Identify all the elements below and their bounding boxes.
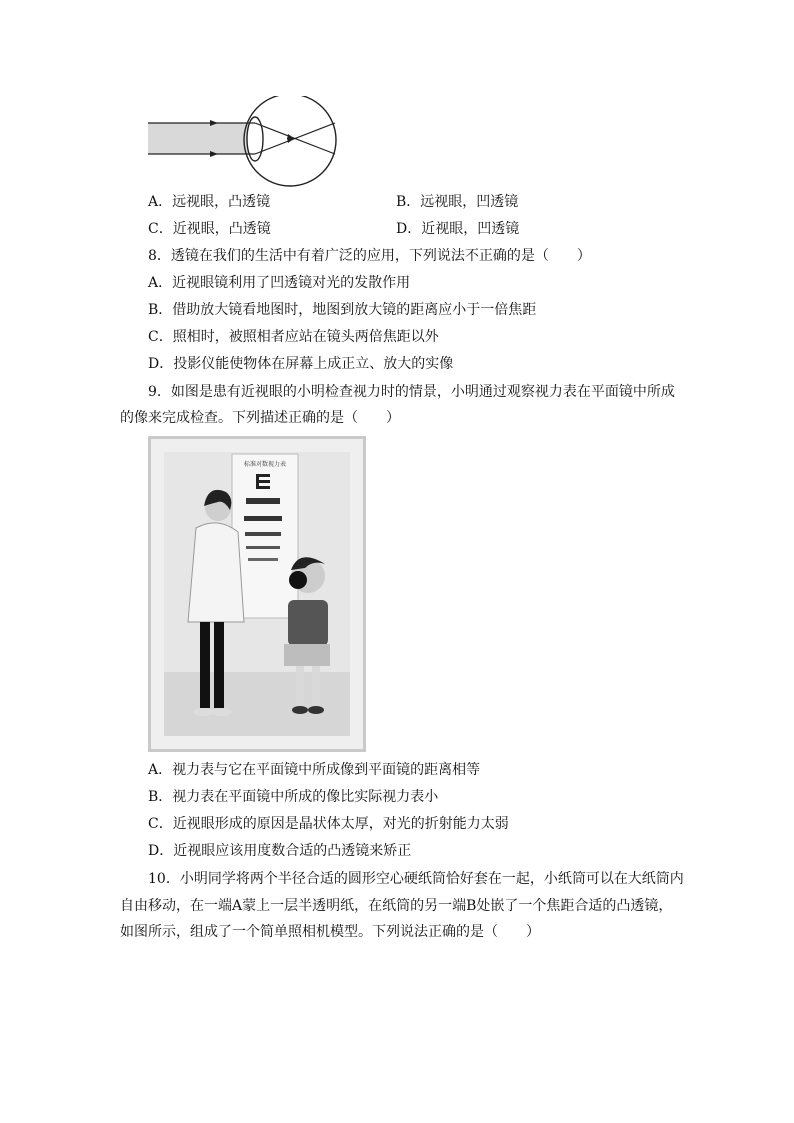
q9-option-c: C．近视眼形成的原因是晶状体太厚，对光的折射能力太弱 — [148, 816, 509, 832]
q8-option-d: D．投影仪能使物体在屏幕上成正立、放大的实像 — [148, 356, 454, 372]
q9-option-b: B．视力表在平面镜中所成的像比实际视力表小 — [148, 789, 439, 805]
q7-option-c: C．近视眼，凸透镜 — [148, 221, 271, 237]
q9-stem-line2: 的像来完成检查。下列描述正确的是（ ） — [120, 410, 400, 426]
q7-option-d: D．近视眼，凹透镜 — [396, 221, 520, 237]
q10-stem-line1: 10．小明同学将两个半径合适的圆形空心硬纸筒恰好套在一起，小纸筒可以在大纸筒内 — [148, 871, 684, 887]
eye-chart-title: 标准对数视力表 — [243, 461, 287, 468]
q9-option-d: D．近视眼应该用度数合适的凸透镜来矫正 — [148, 843, 412, 859]
q8-option-a: A．近视眼镜利用了凹透镜对光的发散作用 — [148, 275, 411, 291]
q10-stem-line3: 如图所示，组成了一个简单照相机模型。下列说法正确的是（ ） — [120, 924, 540, 940]
q8-option-c: C．照相时，被照相者应站在镜头两倍焦距以外 — [148, 329, 439, 345]
incident-light-band — [148, 123, 254, 154]
q10-stem-line2: 自由移动，在一端A蒙上一层半透明纸，在纸筒的另一端B处嵌了一个焦距合适的凸透镜， — [120, 898, 673, 914]
eye-ray-diagram — [148, 96, 340, 190]
q9-option-a: A．视力表与它在平面镜中所成像到平面镜的距离相等 — [148, 762, 481, 778]
q7-option-b: B．远视眼，凹透镜 — [396, 194, 519, 210]
q9-stem-line1: 9．如图是患有近视眼的小明检查视力时的情景，小明通过观察视力表在平面镜中所成 — [148, 384, 675, 400]
eye-exam-illustration — [148, 436, 366, 752]
q8-stem: 8．透镜在我们的生活中有着广泛的应用，下列说法不正确的是（ ） — [148, 248, 591, 264]
q7-option-a: A．远视眼，凸透镜 — [148, 194, 271, 210]
arrow-icon — [287, 138, 295, 143]
q8-option-b: B．借助放大镜看地图时，地图到放大镜的距离应小于一倍焦距 — [148, 302, 537, 318]
